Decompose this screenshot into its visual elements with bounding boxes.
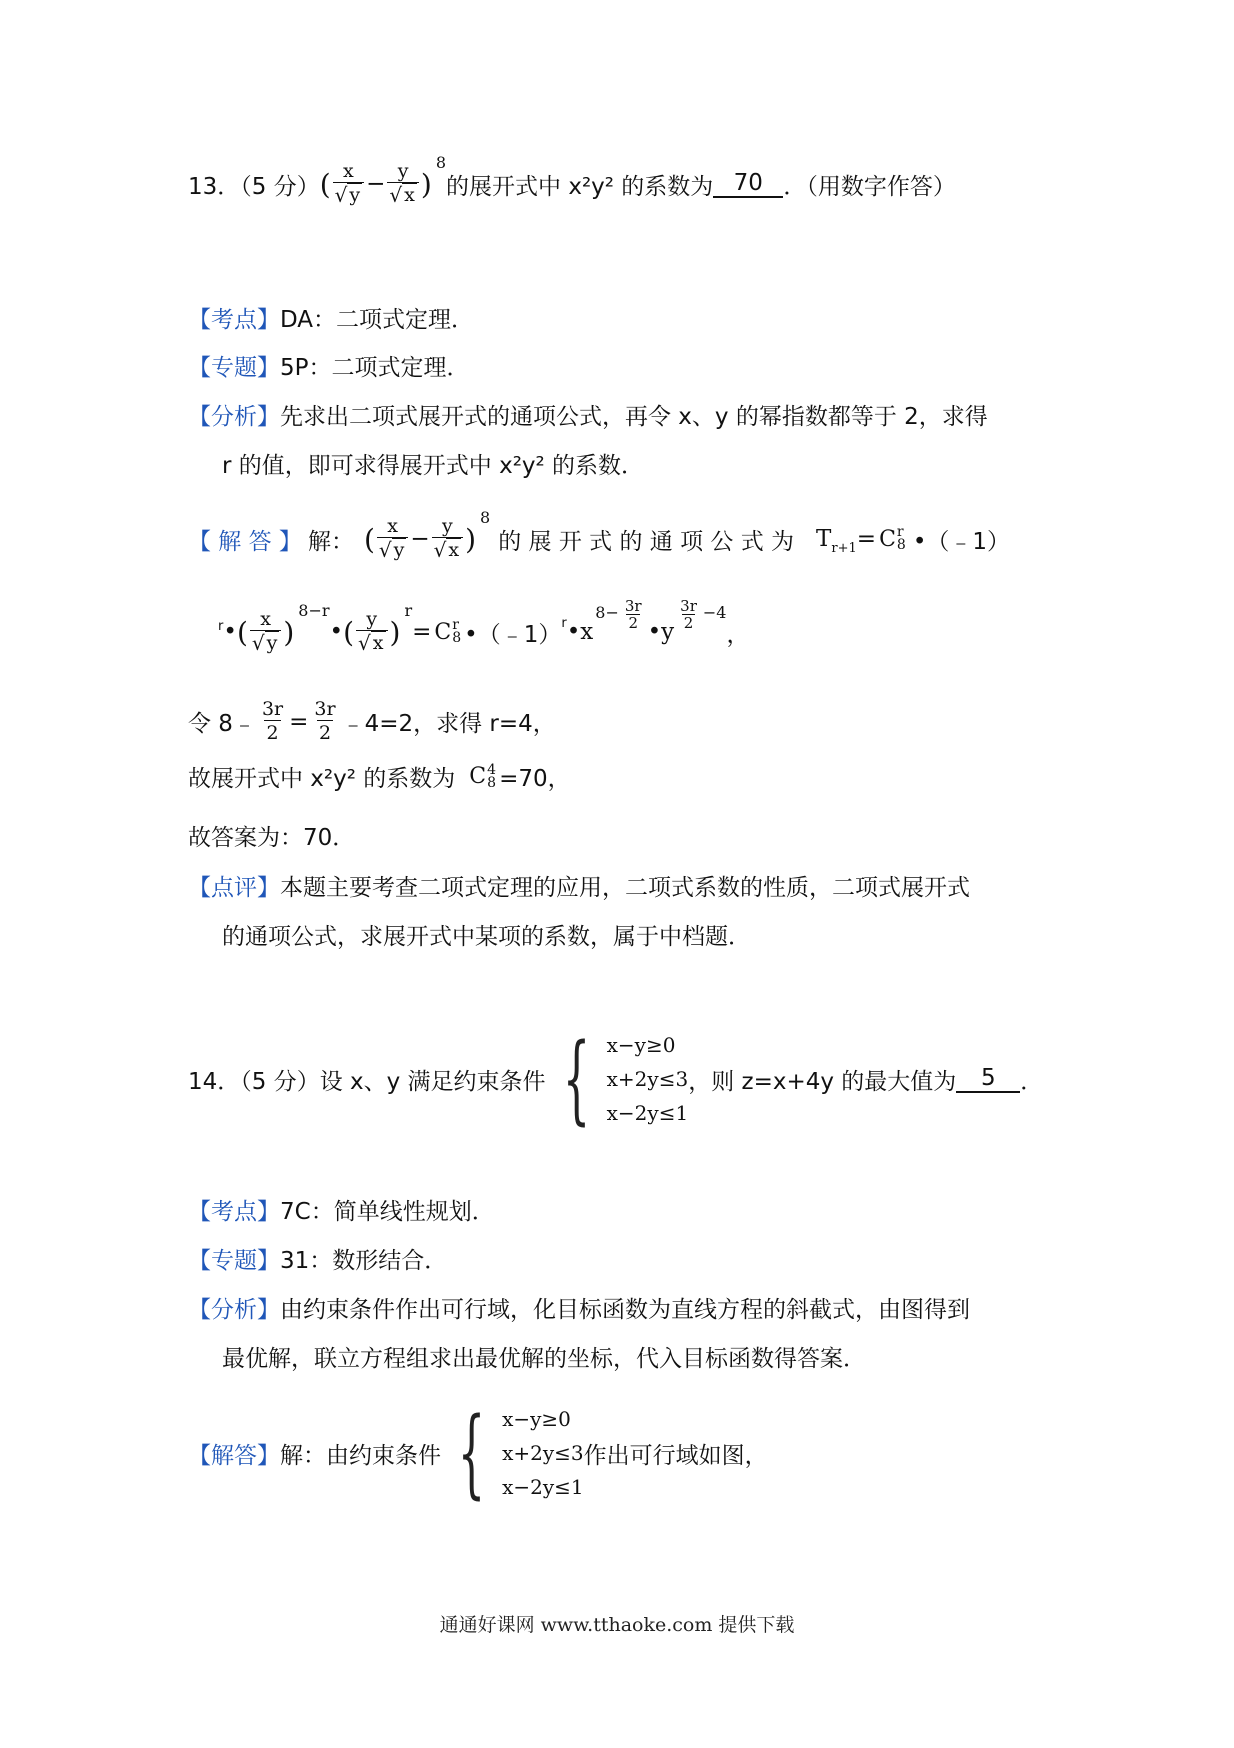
q13-jieda-tag: 【 解 答 】 (188, 528, 302, 555)
q14-kaodian-text: 7C：简单线性规划． (280, 1199, 495, 1225)
q13-exponent: 8 (435, 152, 447, 172)
q14-jieda-tail: 作出可行域如图， (583, 1442, 768, 1469)
q14-fenxi-line1: 由约束条件作出可行域，化目标函数为直线方程的斜截式，由图得到 (280, 1297, 970, 1323)
q13-fraction-2: y √ x (387, 160, 418, 208)
q13-stem: 13．（5 分） ( x √ y − y √ x ) 8 的展开式中 x²y² 的系数为 70 ．（用数字作答） (188, 152, 956, 207)
q14-fenxi-line2: 最优解，联立方程组求出最优解的坐标，代入目标函数得答案． (222, 1346, 866, 1372)
q14-answer-blank: 5 (956, 1065, 1020, 1093)
q14-constraint-system: { x−y≥0 x+2y≤3 x−2y≤1 (562, 1023, 689, 1135)
q13-dianping (188, 872, 970, 904)
q14-kaodian-tag: 【考点】 (188, 1199, 280, 1225)
q14-stem (188, 1023, 1044, 1135)
q13-dianping-line1: 本题主要考查二项式定理的应用，二项式系数的性质，二项式展开式 (280, 875, 970, 901)
q14-fenxi (188, 1294, 970, 1326)
q13-zhuanti-text: 5P：二项式定理． (280, 355, 470, 381)
q14-kaodian (188, 1196, 495, 1228)
q13-close-paren: ) (420, 167, 432, 201)
q13-jieda-general: 的 展 开 式 的 通 项 公 式 为 (498, 528, 795, 555)
q13-step2-tail: ﹣4=2，求得 r=4， (341, 711, 556, 737)
q13-dianping-tag: 【点评】 (188, 875, 280, 901)
q14-suffix: ． (1020, 1068, 1044, 1095)
q13-fenxi-line1: 先求出二项式展开式的通项公式，再令 x、y 的幂指数都等于 2，求得 (280, 404, 988, 430)
q13-fraction-1: x √ y (333, 160, 364, 208)
q13-zhuanti (188, 352, 470, 384)
q14-jieda-text: 解：由约束条件 (280, 1442, 441, 1469)
q13-stem-text: 的展开式中 x²y² 的系数为 (446, 173, 714, 200)
page-footer: 通通好课网 www.tthaoke.com 提供下载 (439, 1614, 795, 1636)
q13-general-term: $T_{r+1}=$ (816, 526, 877, 556)
q14-zhuanti-text: 31：数形结合． (280, 1248, 448, 1274)
q13-step3: 故展开式中 x²y² 的系数为 (188, 766, 456, 792)
q14-fenxi-tag: 【分析】 (188, 1297, 280, 1323)
q14-jieda-constraint-2: x+2y≤3 (502, 1441, 584, 1465)
q13-answer-blank: 70 (713, 170, 783, 198)
q13-jieda-row3: 令 8﹣ $\frac{3r}{2}$ = $\frac{3r}{2}$ ﹣4=2，求得 r=4， (188, 698, 556, 744)
q13-dianping-line2: 的通项公式，求展开式中某项的系数，属于中档题． (222, 924, 751, 950)
q14-zhuanti-tag: 【专题】 (188, 1248, 280, 1274)
q13-step2-text: 令 8﹣ (188, 711, 256, 737)
q13-fenxi-line2: r 的值，即可求得展开式中 x²y² 的系数． (222, 453, 645, 479)
q13-prefix: 13．（5 分） (188, 173, 320, 200)
q14-jieda-constraint-system: { x−y≥0 x+2y≤3 x−2y≤1 (457, 1397, 584, 1509)
q14-middle: ，则 z=x+4y 的最大值为 (688, 1068, 957, 1095)
q13-jieda-intro: 解： (307, 528, 354, 555)
q13-zhuanti-tag: 【专题】 (188, 355, 280, 381)
q14-zhuanti (188, 1245, 447, 1277)
q13-kaodian (188, 304, 474, 336)
q14-jieda-constraint-1: x−y≥0 (502, 1407, 571, 1431)
q13-fenxi-tag: 【分析】 (188, 404, 280, 430)
q14-constraint-2: x+2y≤3 (606, 1067, 689, 1091)
q13-kaodian-tag: 【考点】 (188, 307, 280, 333)
q14-prefix: 14．（5 分）设 x、y 满足约束条件 (188, 1068, 546, 1095)
q13-fenxi (188, 401, 988, 433)
q14-jieda-tag: 【解答】 (188, 1442, 280, 1469)
q13-suffix: ．（用数字作答） (783, 173, 956, 200)
q13-jieda-row2: r • ( x √ y ) 8−r • ( y √ x ) r = C r 8 •（﹣1） r • x 8− $\frac{3r}{2}$ • y $\frac{3r}{2}$ −4 ， (218, 596, 750, 655)
q13-open-paren: ( (319, 167, 331, 201)
q13-jieda-row1: 【 解 答 】 解： ( x √ y − y √ x ) 8 的 展 开 式 的 通 项 公 式 为 $T_{r+1}=$ C r 8 •（﹣1） (188, 507, 1011, 562)
q13-jieda-answer: 故答案为：70． (188, 825, 356, 851)
q14-constraint-3: x−2y≤1 (606, 1101, 689, 1125)
q13-jieda-row4: 故展开式中 x²y² 的系数为 C 4 8 =70， (188, 761, 571, 792)
q14-jieda-constraint-3: x−2y≤1 (502, 1475, 584, 1499)
q14-jieda-row (188, 1397, 768, 1509)
q13-kaodian-text: DA：二项式定理． (280, 307, 475, 333)
q14-constraint-1: x−y≥0 (606, 1033, 676, 1057)
q13-step3-tail: =70， (499, 766, 571, 792)
